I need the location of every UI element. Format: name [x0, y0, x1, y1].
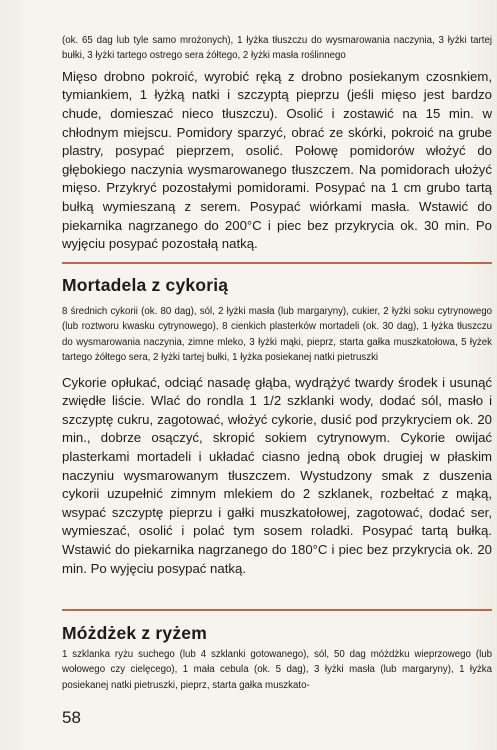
recipe-mortadela-instructions: Cykorie opłukać, odciąć nasadę głąba, wydrążyć twardy środek i usunąć zwiędłe liście. Wlać do rondla 1 1/2 szklanki wody, dodać sól, masło i szczyptę cukru, zagotować, włożyć cykorie, dusić pod przykryciem ok. 20 min., dobrze osączyć, skropić sokiem cytrynowym. Cykorie owijać plasterkami mortadeli i układać ciasno jedną obok drugiej w płaskim naczyniu wysmarowanym tłuszczem. Wystudzony smak z duszenia cykorii uzupełnić zimnym mlekiem do 2 szklanek, rozbełtać z mąką, wsypać szczyptę pieprzu i gałki muszkatołowej, zagotować, dodać ser, wymieszać, osolić i polać tym sosem roladki. Posypać tartą bułką. Wstawić do piekarnika nagrzanego do 180°C i piec bez przykrycia ok. 20 min. Po wyjęciu posypać natką. — [62, 374, 492, 576]
recipe-title-mozdzek: Móżdżek z ryżem — [62, 623, 207, 643]
section-divider-2 — [62, 609, 492, 611]
intro-instructions: Mięso drobno pokroić, wyrobić ręką z drobno posiekanym czosnkiem, tymiankiem, 1 łyżką natki i szczyptą pieprzu (jeśli mięso jest bardzo chude, domieszać nieco tłuszczu). Osolić i zostawić na 15 min. w chłodnym miejscu. Pomidory sparzyć, obrać ze skórki, pokroić na grube plastry, posypać pieprzem, osolić. Połowę pomidorów włożyć do głębokiego naczynia wysmarowanego tłuszczem. Na pomidorach ułożyć mięso. Przykryć pozostałymi pomidorami. Posypać na 1 cm grubo tartą bułką wymieszaną z serem. Posypać wiórkami masła. Wstawić do piekarnika nagrzanego do 200°C i piec bez przykrycia ok. 30 min. Po wyjęciu posypać pozostałą natką. — [62, 68, 492, 252]
section-divider-1 — [62, 262, 492, 264]
recipe-mozdzek-ingredients: 1 szklanka ryżu suchego (lub 4 szklanki gotowanego), sól, 50 dag móżdżku wieprzowego (lub wołowego czy cielęcego), 1 mała cebula (ok. 5 dag), 3 łyżki masła (lub margaryny), 1 łyżka posiekanej natki pietruszki, pieprz, starta gałka muszkato- — [62, 649, 492, 691]
recipe-mortadela-ingredients: 8 średnich cykorii (ok. 80 dag), sól, 2 łyżki masła (lub margaryny), cukier, 2 łyżki soku cytrynowego (lub roztworu kwasku cytrynowego), 8 cienkich plasterków mortadeli (ok. 30 dag), 1 łyżka tłuszczu do wysmarowania naczynia, zimne mleko, 3 łyżki mąki, pieprz, starta gałka muszkatołowa, 5 łyżek tartego żółtego sera, 2 łyżki tartej bułki, 1 łyżka posiekanej natki pietruszki — [62, 306, 492, 364]
recipe-mozdzek — [62, 647, 492, 693]
recipe-title-mortadela: Mortadela z cykorią — [62, 275, 229, 295]
page-number: 58 — [62, 708, 81, 727]
intro-ingredients: (ok. 65 dag lub tyle samo mrożonych), 1 łyżka tłuszczu do wysmarowania naczynia, 3 łyżki tartej bułki, 3 łyżki tartego ostrego sera żółtego, 2 łyżki masła roślinnego — [62, 35, 492, 62]
recipe-mortadela — [62, 304, 492, 578]
intro-section — [62, 33, 492, 254]
